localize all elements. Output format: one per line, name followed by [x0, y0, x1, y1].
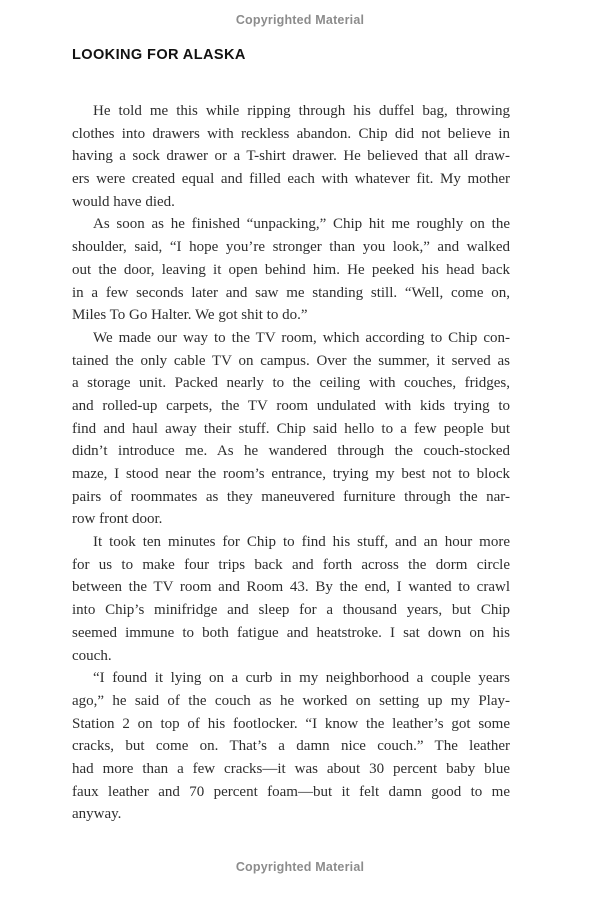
- text-line: shoulder, said, “I hope you’re stronger than you look,” and walked: [72, 239, 510, 256]
- text-line: didn’t introduce me. As he wandered through the couch-stocked: [72, 443, 510, 460]
- text-line: Miles To Go Halter. We got shit to do.”: [72, 307, 308, 324]
- text-line: tained the only cable TV on campus. Over the summer, it served as: [72, 352, 510, 369]
- paragraph: [72, 531, 510, 667]
- text-line: Station 2 on top of his footlocker. “I know the leather’s got some: [72, 715, 510, 732]
- paragraph: [72, 100, 510, 213]
- copyright-notice-bottom: Copyrighted Material: [235, 860, 365, 874]
- text-line: anyway.: [72, 806, 122, 823]
- text-line: row front door.: [72, 511, 163, 528]
- text-line: He told me this while ripping through his duffel bag, throwing: [93, 103, 510, 119]
- paragraph: [72, 213, 510, 326]
- text-line: had more than a few cracks—it was about 30 percent baby blue: [72, 760, 510, 777]
- text-line: a storage unit. Packed nearly to the ceiling with couches, fridges,: [72, 375, 510, 392]
- text-line: ago,” he said of the couch as he worked on setting up my Play-: [72, 692, 510, 709]
- text-line: in a few seconds later and saw me standing still. “Well, come on,: [72, 284, 510, 301]
- text-line: into Chip’s minifridge and sleep for a thousand years, but Chip: [72, 602, 510, 619]
- text-line: and rolled-up carpets, the TV room undulated with kids trying to: [72, 397, 510, 414]
- text-line: would have died.: [72, 193, 175, 210]
- paragraph: [72, 667, 510, 826]
- text-line: “I found it lying on a curb in my neighborhood a couple years: [93, 670, 510, 687]
- text-line: between the TV room and Room 43. By the end, I wanted to crawl: [72, 579, 510, 596]
- text-line: couch.: [72, 647, 112, 664]
- text-line: ers were created equal and filled each with whatever fit. My mother: [72, 171, 510, 188]
- text-line: for us to make four trips back and forth across the dorm circle: [72, 556, 510, 573]
- text-line: faux leather and 70 percent foam—but it felt damn good to me: [72, 783, 510, 800]
- text-line: out the door, leaving it open behind him. He peeked his head back: [72, 261, 510, 278]
- text-line: As soon as he finished “unpacking,” Chip hit me roughly on the: [93, 216, 510, 233]
- text-line: seemed immune to both fatigue and heatstroke. I sat down on his: [72, 624, 510, 641]
- text-line: find and haul away their stuff. Chip said hello to a few people but: [72, 420, 510, 437]
- text-line: clothes into drawers with reckless abandon. Chip did not believe in: [72, 125, 510, 142]
- text-line: cracks, but come on. That’s a damn nice couch.” The leather: [72, 738, 510, 755]
- copyright-notice-top: Copyrighted Material: [235, 13, 365, 27]
- paragraph: [72, 327, 510, 531]
- text-line: pairs of roommates as they maneuvered furniture through the nar-: [72, 488, 510, 505]
- running-header-title: LOOKING FOR ALASKA: [72, 46, 246, 63]
- text-line: having a sock drawer or a T-shirt drawer. He believed that all draw-: [72, 148, 510, 165]
- text-line: It took ten minutes for Chip to find his stuff, and an hour more: [93, 534, 510, 551]
- text-line: maze, I stood near the room’s entrance, trying my best not to block: [72, 466, 510, 482]
- text-line: We made our way to the TV room, which according to Chip con-: [93, 329, 510, 346]
- page-body: [72, 100, 510, 826]
